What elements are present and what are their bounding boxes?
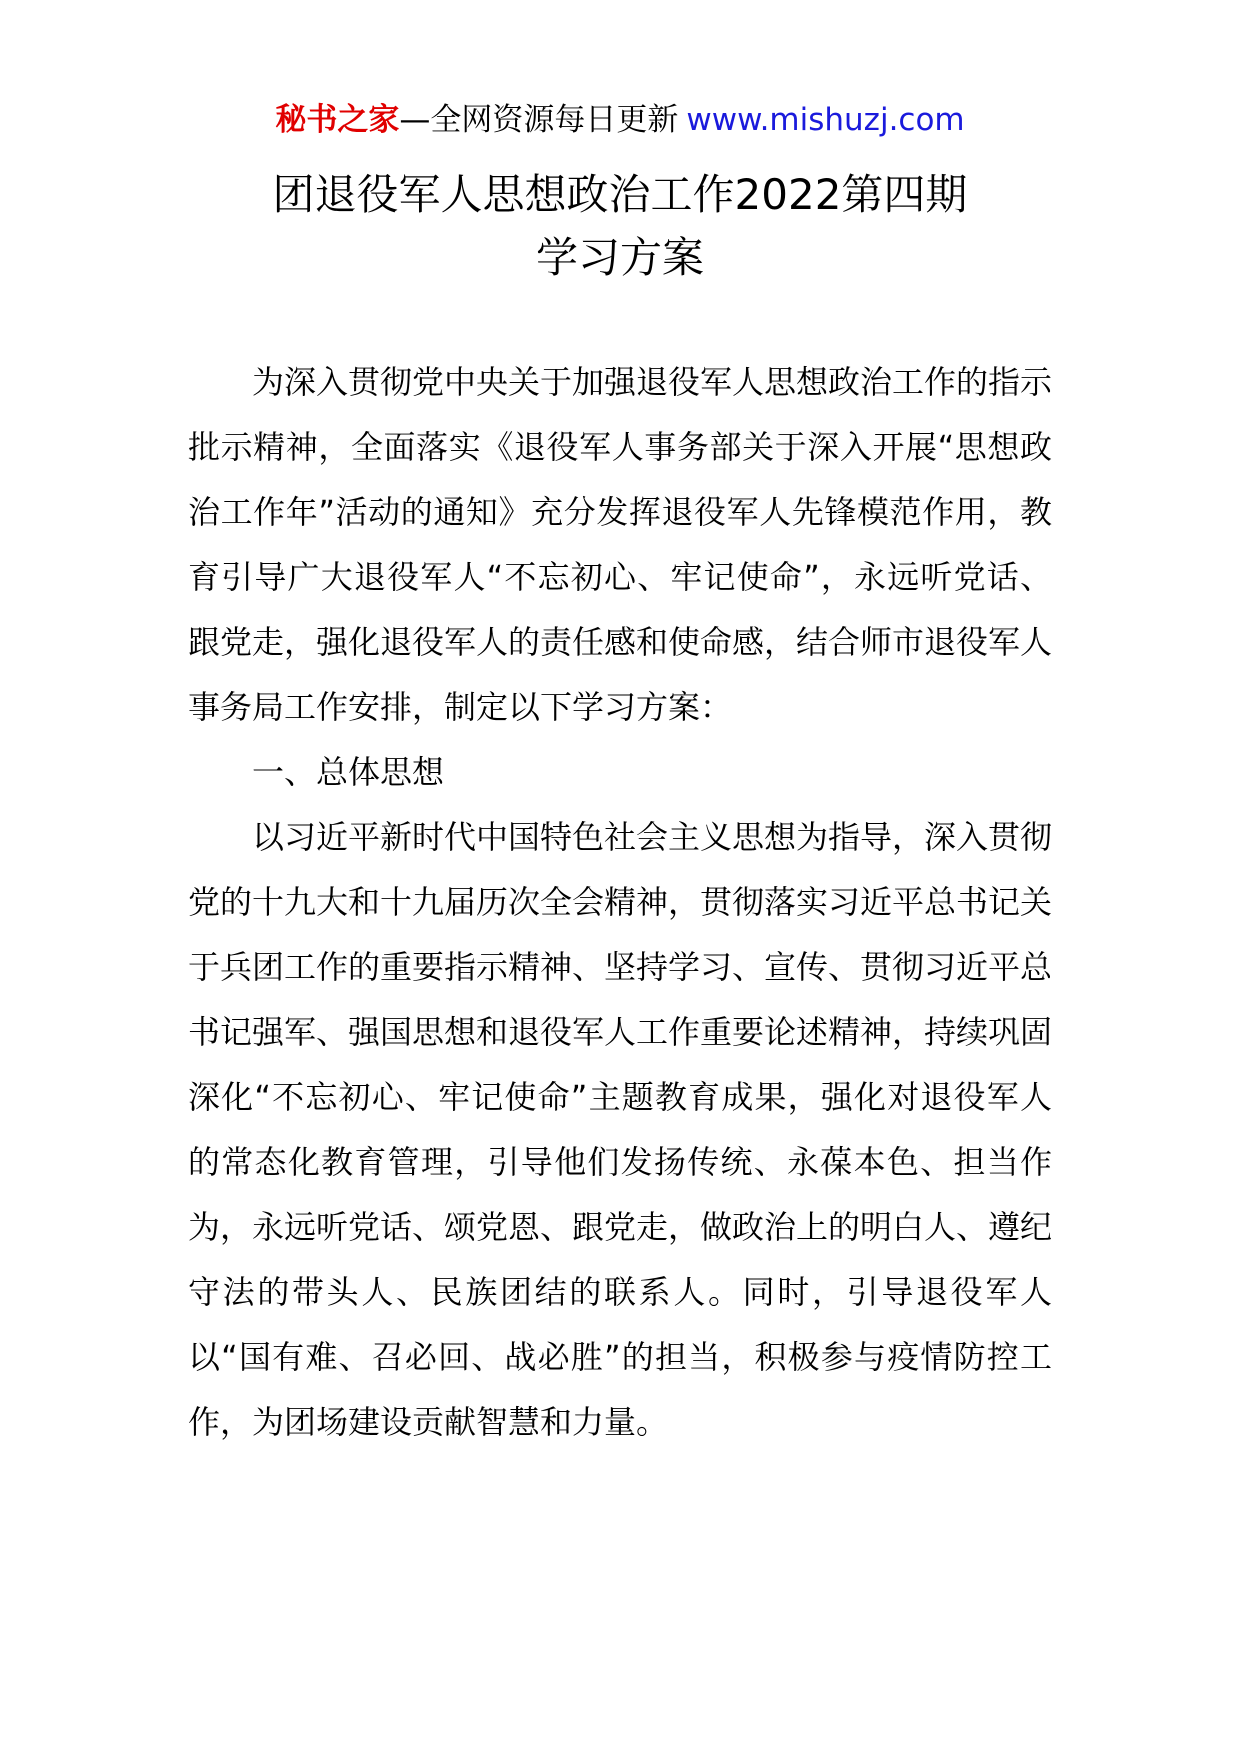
document-body <box>188 350 1052 1455</box>
document-title <box>0 163 1240 289</box>
title-line-1: 团退役军人思想政治工作2022第四期 <box>272 170 968 219</box>
section-heading-1: 一、总体思想 <box>252 753 445 791</box>
section-paragraph-1: 以习近平新时代中国特色社会主义思想为指导，深入贯彻党的十九大和十九届历次全会精神，贯彻落实习近平总书记关于兵团工作的重要指示精神、坚持学习、宣传、贯彻习近平总书记强军、强国思想和退役军人工作重要论述精神，持续巩固深化“不忘初心、牢记使命”主题教育成果，强化对退役军人的常态化教育管理，引导他们发扬传统、永葆本色、担当作为，永远听党话、颂党恩、跟党走，做政治上的明白人、遵纪守法的带头人、民族团结的联系人。同时，引导退役军人以“国有难、召必回、战必胜”的担当，积极参与疫情防控工作，为团场建设贡献智慧和力量。 <box>188 818 1053 1441</box>
watermark-url: www.mishuzj.com <box>686 102 965 138</box>
title-line-2: 学习方案 <box>535 233 704 282</box>
watermark-brand: 秘书之家 <box>275 102 400 138</box>
intro-paragraph: 为深入贯彻党中央关于加强退役军人思想政治工作的指示批示精神，全面落实《退役军人事务部关于深入开展“思想政治工作年”活动的通知》充分发挥退役军人先锋模范作用，教育引导广大退役军人“不忘初心、牢记使命”，永远听党话、跟党走，强化退役军人的责任感和使命感，结合师市退役军人事务局工作安排，制定以下学习方案： <box>188 363 1053 726</box>
watermark-slogan: —全网资源每日更新 <box>399 102 679 138</box>
watermark-header <box>0 98 1240 142</box>
